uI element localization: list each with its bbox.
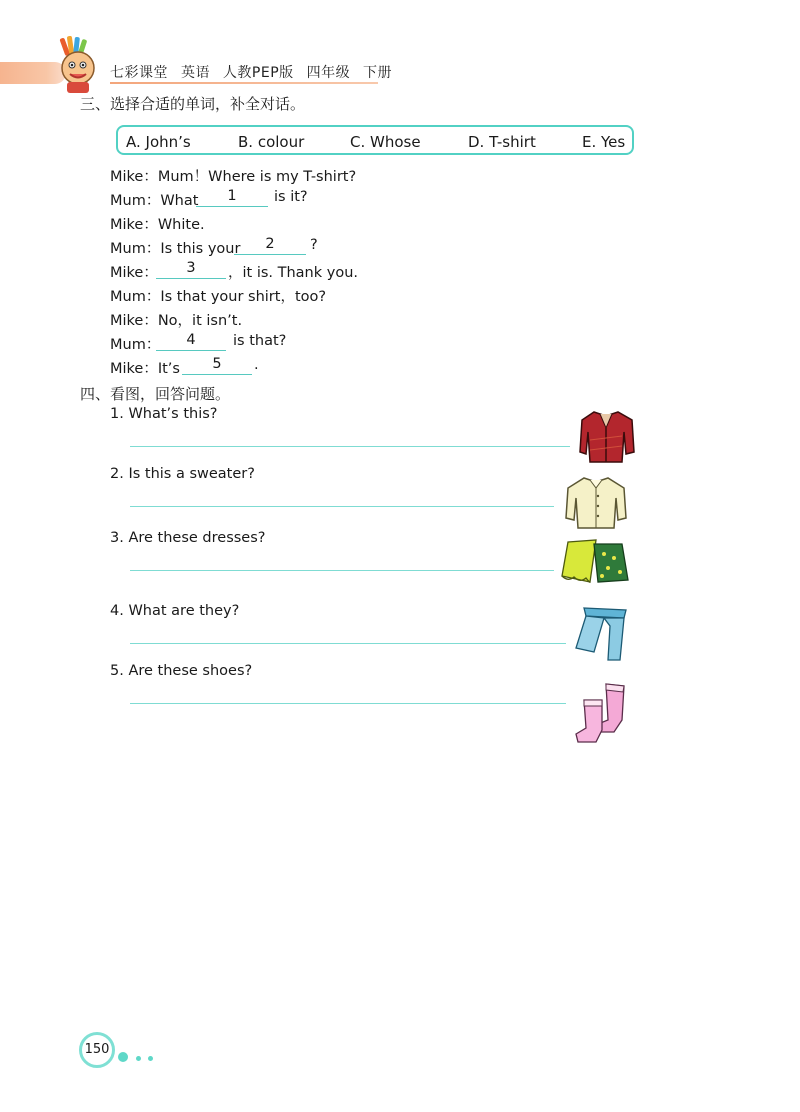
pants-icon xyxy=(570,604,632,664)
dialogue-text: Mike：Mum！Where is my T-shirt? xyxy=(110,169,357,185)
dialogue-text: Mum：Is this your xyxy=(110,241,241,257)
question-number: 2. xyxy=(110,466,124,482)
question-text: Are these shoes? xyxy=(128,663,253,679)
blank-5[interactable]: 5 xyxy=(182,356,252,375)
question-number: 5. xyxy=(110,663,124,679)
question-4 xyxy=(110,603,239,619)
word-bank-item: A. John’s xyxy=(126,133,191,151)
decor-dot xyxy=(136,1056,141,1061)
dialogue-text: ，it is. Thank you. xyxy=(228,265,359,281)
word-bank-item: E. Yes xyxy=(582,133,626,151)
answer-line-3[interactable] xyxy=(130,570,554,571)
dialogue-text: Mum：What xyxy=(110,193,199,209)
question-5 xyxy=(110,663,252,679)
header-volume: 下册 xyxy=(363,65,393,81)
section-4-title: 四、看图，回答问题。 xyxy=(80,385,231,403)
answer-line-2[interactable] xyxy=(130,506,554,507)
dialogue-text: Mike：No，it isn’t. xyxy=(110,313,243,329)
dialogue-text: is that? xyxy=(233,333,287,349)
question-text: Is this a sweater? xyxy=(128,466,255,482)
book-header xyxy=(110,62,400,82)
question-3 xyxy=(110,530,265,546)
question-1 xyxy=(110,406,217,422)
dialogue-text: Mum：Is that your shirt，too? xyxy=(110,289,327,305)
jacket-icon xyxy=(576,406,638,468)
mascot-icon xyxy=(50,36,116,96)
question-text: What are they? xyxy=(128,603,240,619)
decor-dot xyxy=(148,1056,153,1061)
word-bank-item: D. T-shirt xyxy=(468,133,536,151)
dialogue-line xyxy=(110,237,240,258)
dialogue-text: Mike：White. xyxy=(110,217,205,233)
word-bank-item: C. Whose xyxy=(350,133,421,151)
blank-3[interactable]: 3 xyxy=(156,260,226,279)
decor-dot xyxy=(118,1052,128,1062)
dialogue-line xyxy=(110,357,180,378)
question-number: 3. xyxy=(110,530,124,546)
blank-1[interactable]: 1 xyxy=(196,188,268,207)
blank-2[interactable]: 2 xyxy=(234,236,306,255)
dialogue-text: is it? xyxy=(274,189,308,205)
question-number: 4. xyxy=(110,603,124,619)
question-text: What’s this? xyxy=(128,406,218,422)
blank-4[interactable]: 4 xyxy=(156,332,226,351)
dialogue-text: ? xyxy=(310,237,318,253)
header-edition: 人教PEP版 xyxy=(222,65,294,81)
dialogue-line xyxy=(110,189,198,210)
dialogue-line xyxy=(110,165,356,186)
dialogue-line xyxy=(110,309,242,330)
dialogue-line xyxy=(110,285,326,306)
section-3-title: 三、选择合适的单词，补全对话。 xyxy=(80,95,306,113)
shirt-icon xyxy=(562,474,630,532)
dialogue-line xyxy=(110,333,160,354)
socks-icon xyxy=(568,680,632,746)
dialogue-text: Mum： xyxy=(110,337,161,353)
dialogue-line xyxy=(110,213,205,234)
header-series: 七彩课堂 xyxy=(110,65,168,81)
page-number: 150 xyxy=(79,1032,115,1068)
header-subject: 英语 xyxy=(180,65,210,81)
question-text: Are these dresses? xyxy=(128,530,266,546)
word-bank-item: B. colour xyxy=(238,133,305,151)
question-number: 1. xyxy=(110,406,124,422)
answer-line-1[interactable] xyxy=(130,446,570,447)
skirt-icon xyxy=(560,536,630,586)
dialogue-text: Mike： xyxy=(110,265,158,281)
answer-line-4[interactable] xyxy=(130,643,566,644)
dialogue-text: Mike：It’s xyxy=(110,361,180,377)
header-rule xyxy=(110,82,378,84)
dialogue-line xyxy=(110,261,158,282)
header-grade: 四年级 xyxy=(306,65,351,81)
question-2 xyxy=(110,466,255,482)
dialogue-text: . xyxy=(254,357,259,373)
answer-line-5[interactable] xyxy=(130,703,566,704)
